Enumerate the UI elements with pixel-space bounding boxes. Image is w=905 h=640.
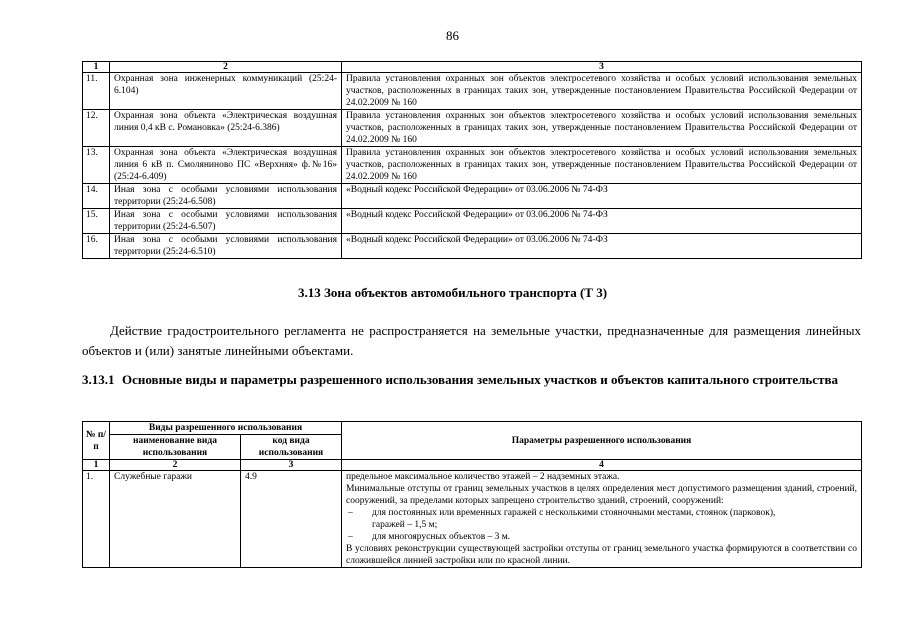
legal-basis: Правила установления охранных зон объектов электросетевого хозяйства и особых условий использования земельных участков, расположенных в границах таких зон, утвержденные постановлением Правительства Российской Федерации от 24.02.2009 № 160 xyxy=(342,73,862,110)
page-number: 86 xyxy=(446,28,459,43)
row-number: 15. xyxy=(83,209,110,234)
column-number: 1 xyxy=(83,460,110,471)
table-header-row xyxy=(83,422,862,435)
reconstruction-text: В условиях реконструкции существующей застройки отступы от границ земельного участка формируются в соответствии со сложившейся линией застройки или по красной линии. xyxy=(346,544,857,566)
subsection-title: Основные виды и параметры разрешенного использования земельных участков и объектов капитального строительства xyxy=(122,372,838,387)
table-row xyxy=(83,184,862,209)
column-number: 1 xyxy=(83,62,110,73)
number-header: № п/п xyxy=(83,422,110,460)
row-number: 14. xyxy=(83,184,110,209)
use-parameters xyxy=(342,471,862,568)
setback-item: – для многоярусных объектов – 3 м. xyxy=(346,531,857,543)
zone-name: Иная зона с особыми условиями использования территории (25:24-6.507) xyxy=(110,209,342,234)
row-number: 13. xyxy=(83,147,110,184)
zone-name: Охранная зона инженерных коммуникаций (25:24-6.104) xyxy=(110,73,342,110)
section-title: 3.13 Зона объектов автомобильного транспорта (Т 3) xyxy=(297,285,608,300)
table-row xyxy=(83,110,862,147)
column-number: 3 xyxy=(241,460,342,471)
zone-name: Охранная зона объекта «Электрическая воздушная линия 6 кВ п. Смоляниново ПС «Верхняя» ф.№16» (25:24-6.409) xyxy=(110,147,342,184)
use-name-header: наименование вида использования xyxy=(110,435,241,460)
setback-item-continuation: гаражей – 1,5 м; xyxy=(372,520,438,530)
zone-name: Охранная зона объекта «Электрическая воздушная линия 0,4 кВ с. Романовка» (25:24-6.386) xyxy=(110,110,342,147)
regulation-paragraph: Действие градостроительного регламента не распространяется на земельные участки, предназначенные для размещения линейных объектов и (или) занятые линейными объектами. xyxy=(82,323,861,358)
column-number: 2 xyxy=(110,62,342,73)
use-name: Служебные гаражи xyxy=(110,471,241,568)
use-types-header: Виды разрешенного использования xyxy=(110,422,342,435)
use-code-header: код вида использования xyxy=(241,435,342,460)
column-number: 2 xyxy=(110,460,241,471)
row-number: 1. xyxy=(83,471,110,568)
restriction-zones-table xyxy=(82,61,862,259)
table-row xyxy=(83,209,862,234)
use-code: 4.9 xyxy=(241,471,342,568)
table-header-row xyxy=(83,62,862,73)
zone-name: Иная зона с особыми условиями использования территории (25:24-6.510) xyxy=(110,234,342,259)
table-row xyxy=(83,147,862,184)
table-row xyxy=(83,471,862,568)
legal-basis: Правила установления охранных зон объектов электросетевого хозяйства и особых условий использования земельных участков, расположенных в границах таких зон, утвержденные постановлением Правительства Российской Федерации от 24.02.2009 № 160 xyxy=(342,147,862,184)
parameters-header: Параметры разрешенного использования xyxy=(342,422,862,460)
column-numbers-row xyxy=(83,460,862,471)
column-number: 3 xyxy=(342,62,862,73)
subsection-heading xyxy=(82,370,861,390)
setback-item: – для постоянных или временных гаражей с несколькими стояночными местами, стоянок (парковок), xyxy=(346,507,857,519)
table-row xyxy=(83,234,862,259)
legal-basis: «Водный кодекс Российской Федерации» от 03.06.2006 № 74-ФЗ xyxy=(342,209,862,234)
row-number: 16. xyxy=(83,234,110,259)
legal-basis: Правила установления охранных зон объектов электросетевого хозяйства и особых условий использования земельных участков, расположенных в границах таких зон, утвержденные постановлением Правительства Российской Федерации от 24.02.2009 № 160 xyxy=(342,110,862,147)
row-number: 11. xyxy=(83,73,110,110)
legal-basis: «Водный кодекс Российской Федерации» от 03.06.2006 № 74-ФЗ xyxy=(342,184,862,209)
zone-name: Иная зона с особыми условиями использования территории (25:24-6.508) xyxy=(110,184,342,209)
legal-basis: «Водный кодекс Российской Федерации» от 03.06.2006 № 74-ФЗ xyxy=(342,234,862,259)
permitted-use-table xyxy=(82,421,862,568)
min-setbacks-text: Минимальные отступы от границ земельных участков в целях определения мест допустимого размещения зданий, строений, сооружений, за пределами которых запрещено строительство зданий, строений, сооружений: xyxy=(346,484,857,506)
row-number: 12. xyxy=(83,110,110,147)
column-number: 4 xyxy=(342,460,862,471)
max-floors-text: предельное максимальное количество этажей – 2 надземных этажа. xyxy=(346,472,620,482)
subsection-number: 3.13.1 xyxy=(82,372,115,387)
table-row xyxy=(83,73,862,110)
